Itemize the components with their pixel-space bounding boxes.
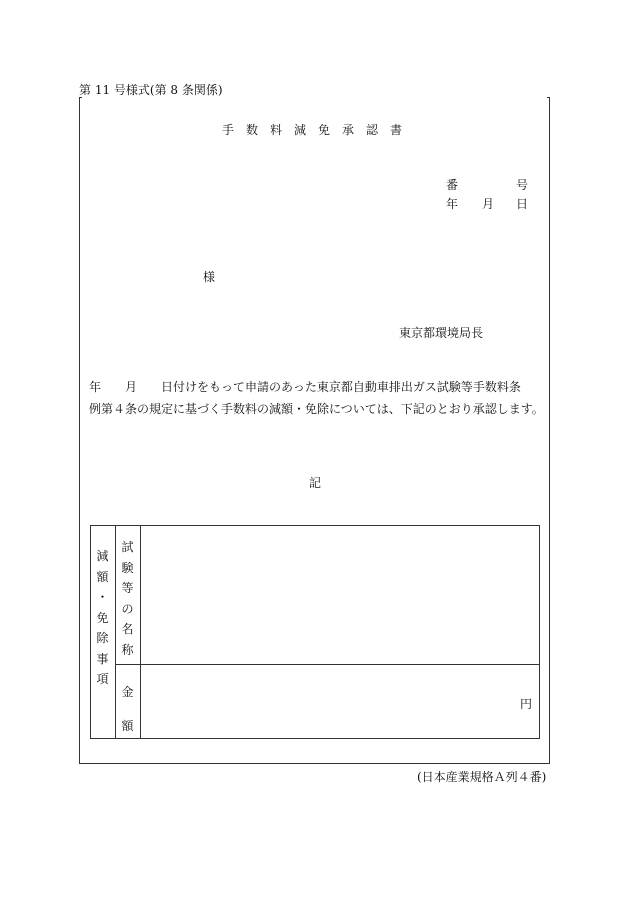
amount-label: 金 額 xyxy=(121,685,134,733)
addressee-suffix: 様 xyxy=(203,270,216,284)
issuer-name: 東京都環境局長 xyxy=(399,326,484,340)
currency-unit: 円 xyxy=(520,697,533,711)
section-label: 減 額 ・ 免 除 事 項 xyxy=(96,549,109,686)
date-day-label: 日 xyxy=(516,197,529,211)
frame-corner-left xyxy=(79,97,82,98)
body-text-line-2: 例第４条の規定に基づく手数料の減額・免除については、下記のとおり承認します。 xyxy=(89,402,544,416)
table-row-divider xyxy=(115,664,540,665)
test-name-label: 試 験 等 の 名 称 xyxy=(121,540,134,657)
body-text-line-1: 年 月 日付けをもって申請のあった東京都自動車排出ガス試験等手数料条 xyxy=(89,380,521,394)
details-table xyxy=(90,525,540,739)
number-suffix: 号 xyxy=(516,178,529,192)
date-year-label: 年 xyxy=(446,197,459,211)
paper-size-note: (日本産業規格Ａ列４番) xyxy=(417,770,547,784)
form-number: 第 11 号様式(第 8 条関係) xyxy=(79,83,223,97)
ki-heading: 記 xyxy=(308,476,321,490)
document-title: 手数料減免承認書 xyxy=(221,123,414,137)
date-month-label: 月 xyxy=(482,197,495,211)
frame-corner-right xyxy=(547,97,550,98)
table-divider-2 xyxy=(140,525,141,739)
number-label: 番 xyxy=(446,178,459,192)
